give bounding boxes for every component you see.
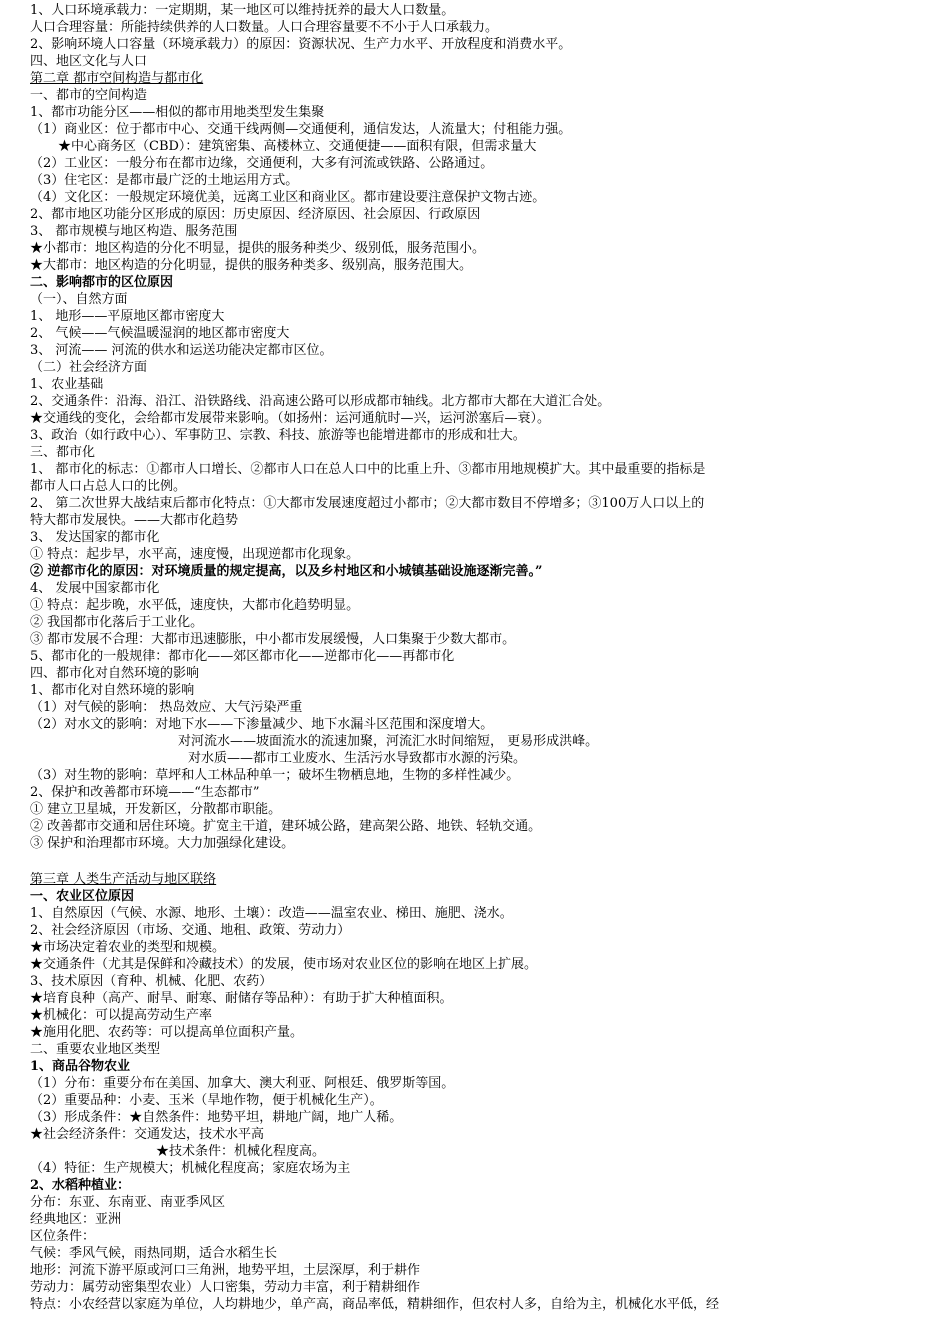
text-line: 3、技术原因（育种、机械、化肥、农药） bbox=[30, 974, 273, 989]
text-line: ★交通条件（尤其是保鲜和冷藏技术）的发展，使市场对农业区位的影响在地区上扩展。 bbox=[30, 957, 538, 972]
text-line: （1）商业区：位于都市中心、交通干线两侧—交通便利，通信发达，人流量大；付租能力强。 bbox=[30, 122, 572, 137]
text-line: 5、都市化的一般规律：都市化——郊区都市化——逆都市化——再都市化 bbox=[30, 649, 455, 664]
text-line: ② 逆都市化的原因：对环境质量的规定提高，以及乡村地区和小城镇基础设施逐渐完善。” bbox=[30, 564, 543, 579]
text-line: ② 改善都市交通和居住环境。扩宽主干道，建环城公路，建高架公路、地铁、轻轨交通。 bbox=[30, 819, 542, 834]
text-line: 人口合理容量：所能持续供养的人口数量。人口合理容量要不不小于人口承载力。 bbox=[30, 20, 499, 35]
text-line: ② 我国都市化落后于工业化。 bbox=[30, 615, 204, 630]
text-line: 1、都市化对自然环境的影响 bbox=[30, 683, 195, 698]
text-line: 一、农业区位原因 bbox=[30, 889, 135, 904]
text-line: （4）文化区：一般规定环境优美，远离工业区和商业区。都市建设要注意保护文物古迹。 bbox=[30, 190, 546, 205]
text-line: （二）社会经济方面 bbox=[30, 360, 148, 375]
text-line: ③ 保护和治理都市环境。大力加强绿化建设。 bbox=[30, 836, 295, 851]
text-line: 1、农业基础 bbox=[30, 377, 104, 392]
text-line: （3）住宅区：是都市最广泛的土地运用方式。 bbox=[30, 173, 299, 188]
text-line: 3、 河流—— 河流的供水和运送功能决定都市区位。 bbox=[30, 343, 333, 358]
text-line: 一、都市的空间构造 bbox=[30, 88, 148, 103]
text-line: 第二章 都市空间构造与都市化 bbox=[30, 71, 204, 86]
text-line: 3、政治（如行政中心）、军事防卫、宗教、科技、旅游等也能增进都市的形成和壮大。 bbox=[30, 428, 526, 443]
text-line: 1、都市功能分区——相似的都市用地类型发生集聚 bbox=[30, 105, 325, 120]
text-line: 3、 发达国家的都市化 bbox=[30, 530, 160, 545]
text-line: ★社会经济条件：交通发达，技术水平高 bbox=[30, 1127, 265, 1142]
text-line: 2、保护和改善都市环境——“生态都市” bbox=[30, 785, 260, 800]
text-line: 三、都市化 bbox=[30, 445, 96, 460]
text-line: 2、社会经济原因（市场、交通、地租、政策、劳动力） bbox=[30, 923, 351, 938]
text-line: （2）工业区：一般分布在都市边缘，交通便利，大多有河流或铁路、公路通过。 bbox=[30, 156, 494, 171]
text-line: 区位条件： bbox=[30, 1229, 96, 1244]
text-line: 1、自然原因（气候、水源、地形、土壤）：改造——温室农业、梯田、施肥、浇水。 bbox=[30, 906, 513, 921]
text-line: 1、人口环境承载力：一定期期，某一地区可以维持抚养的最大人口数量。 bbox=[30, 3, 455, 18]
text-line: （2）对水文的影响：对地下水——下渗量减少、地下水漏斗区范围和深度增大。 bbox=[30, 717, 494, 732]
text-line: （1）分布：重要分布在美国、加拿大、澳大利亚、阿根廷、俄罗斯等国。 bbox=[30, 1076, 455, 1091]
text-line: 2、水稻种植业： bbox=[30, 1178, 131, 1193]
text-line: ★中心商务区（CBD）：建筑密集、高楼林立、交通便捷——面积有限，但需求量大 bbox=[58, 139, 537, 154]
text-line: ★交通线的变化，会给都市发展带来影响。（如扬州：运河通航时—兴，运河淤塞后—衰）。 bbox=[30, 411, 551, 426]
text-line: 2、交通条件：沿海、沿江、沿铁路线、沿高速公路可以形成都市轴线。北方都市大都在大道汇合处。 bbox=[30, 394, 611, 409]
text-line: 四、都市化对自然环境的影响 bbox=[30, 666, 200, 681]
text-line: ① 特点：起步早，水平高，速度慢，出现逆都市化现象。 bbox=[30, 547, 360, 562]
text-line: 2、都市地区功能分区形成的原因：历史原因、经济原因、社会原因、行政原因 bbox=[30, 207, 481, 222]
text-line: 1、 地形——平原地区都市密度大 bbox=[30, 309, 225, 324]
text-line: （3）形成条件：★自然条件：地势平坦，耕地广阔，地广人稀。 bbox=[30, 1110, 403, 1125]
text-line: 2、影响环境人口容量（环境承载力）的原因：资源状况、生产力水平、开放程度和消费水平。 bbox=[30, 37, 572, 52]
text-line: ★市场决定着农业的类型和规模。 bbox=[30, 940, 226, 955]
text-line: 1、商品谷物农业 bbox=[30, 1059, 131, 1074]
text-line: （一）、自然方面 bbox=[30, 292, 128, 307]
text-line: （1）对气候的影响： 热岛效应、大气污染严重 bbox=[30, 700, 303, 715]
text-line: （3）对生物的影响：草坪和人工林品种单一；破坏生物栖息地，生物的多样性减少。 bbox=[30, 768, 520, 783]
text-line: 分布：东亚、东南亚、南亚季风区 bbox=[30, 1195, 226, 1210]
text-line: 2、 第二次世界大战结束后都市化特点：①大都市发展速度超过小都市；②大都市数目不停增多；③100万人口以上的 bbox=[30, 496, 705, 511]
text-line: 经典地区：亚洲 bbox=[30, 1212, 122, 1227]
text-line: 劳动力：属劳动密集型农业）人口密集，劳动力丰富，利于精耕细作 bbox=[30, 1280, 421, 1295]
text-line: 二、重要农业地区类型 bbox=[30, 1042, 161, 1057]
text-line: （2）重要品种：小麦、玉米（旱地作物，便于机械化生产）。 bbox=[30, 1093, 383, 1108]
text-line: 二、影响都市的区位原因 bbox=[30, 275, 174, 290]
text-line: 气候：季风气候，雨热同期，适合水稻生长 bbox=[30, 1246, 278, 1261]
text-line: 对水质——都市工业废水、生活污水导致都市水源的污染。 bbox=[188, 751, 527, 766]
text-line: ★大都市：地区构造的分化明显，提供的服务种类多、级别高，服务范围大。 bbox=[30, 258, 473, 273]
text-line: 地形：河流下游平原或河口三角洲，地势平坦，土层深厚，利于耕作 bbox=[30, 1263, 421, 1278]
text-line: ★培育良种（高产、耐旱、耐寒、耐储存等品种）：有助于扩大种植面积。 bbox=[30, 991, 453, 1006]
text-line: ★技术条件：机械化程度高。 bbox=[156, 1144, 326, 1159]
text-line: 特点：小农经营以家庭为单位，人均耕地少，单产高，商品率低，精耕细作，但农村人多，自给为主，机械化水平低，经 bbox=[30, 1297, 720, 1312]
text-line: 3、 都市规模与地区构造、服务范围 bbox=[30, 224, 238, 239]
text-line: ★小都市：地区构造的分化不明显，提供的服务种类少、级别低，服务范围小。 bbox=[30, 241, 486, 256]
text-line: ③ 都市发展不合理：大都市迅速膨胀，中小都市发展缓慢，人口集聚于少数大都市。 bbox=[30, 632, 516, 647]
text-line: 1、 都市化的标志：①都市人口增长、②都市人口在总人口中的比重上升、③都市用地规模扩大。其中最重要的指标是 bbox=[30, 462, 706, 477]
text-line: 特大都市发展快。——大都市化趋势 bbox=[30, 513, 239, 528]
text-line: 对河流水——坡面流水的流速加聚，河流汇水时间缩短， 更易形成洪峰。 bbox=[178, 734, 599, 749]
text-line: 4、 发展中国家都市化 bbox=[30, 581, 160, 596]
text-line: 都市人口占总人口的比例。 bbox=[30, 479, 187, 494]
text-line: ★机械化：可以提高劳动生产率 bbox=[30, 1008, 213, 1023]
text-line: ★施用化肥、农药等：可以提高单位面积产量。 bbox=[30, 1025, 304, 1040]
text-line: ① 建立卫星城，开发新区，分散都市职能。 bbox=[30, 802, 282, 817]
text-line: 第三章 人类生产活动与地区联络 bbox=[30, 872, 217, 887]
text-line: 2、 气候——气候温暖湿润的地区都市密度大 bbox=[30, 326, 290, 341]
text-line: ① 特点：起步晚，水平低，速度快，大都市化趋势明显。 bbox=[30, 598, 360, 613]
text-line: 四、地区文化与人口 bbox=[30, 54, 148, 69]
text-line: （4）特征：生产规模大；机械化程度高；家庭农场为主 bbox=[30, 1161, 351, 1176]
